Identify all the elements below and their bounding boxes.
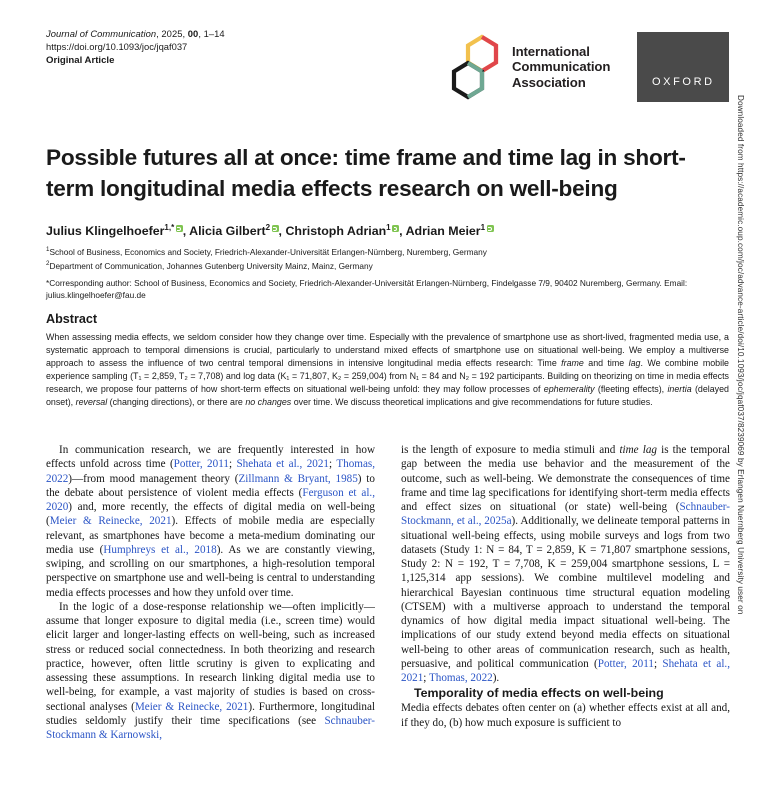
- text-fragment: ).: [492, 672, 500, 684]
- ica-wordmark-line3: Association: [512, 74, 586, 90]
- journal-citation-line: [46, 27, 436, 40]
- author-item[interactable]: [406, 224, 494, 238]
- doi-link[interactable]: https://doi.org/10.1093/joc/jqaf037: [46, 41, 188, 52]
- page-title: Possible futures all at once: time frame and time lag in short-term longitudinal media effects research on well-being: [46, 145, 686, 201]
- text-fragment: ) and, more recently, the effects of digital media on well-being (: [46, 501, 375, 528]
- publisher-logos: [446, 30, 729, 104]
- author-item[interactable]: [285, 224, 399, 238]
- abstract-heading: Abstract: [46, 312, 98, 326]
- affiliation-item: [46, 244, 736, 258]
- corresponding-author-note: *Corresponding author: School of Business, Economics and Society, Friedrich-Alexander-Universität Erlangen-Nürnberg, Findelgasse 7/9, 90402 Nuremberg, Germany. Email: julius.klingelhoefer@fau.de: [46, 278, 688, 300]
- citation-link[interactable]: Humphreys et al., 2018: [103, 543, 217, 556]
- ica-wordmark: [512, 44, 610, 90]
- orcid-icon[interactable]: [392, 225, 399, 232]
- paragraph: Media effects debates often center on (a) whether effects exist at all and, if they do, (b) how much exposure is sufficient to: [401, 702, 730, 729]
- abstract-fragment: . We combine mobile experience sampling (T₁ = 2,859, T₂ = 7,708) and log data (K₁ = 71,807, K₂ = 259,004) from N₁ = 84 and N₂ = 192 participants. Building on theorizing on time in media effects research, we propose four patterns of how short-term effects on situational well-being unfold: they may follow processes of: [46, 357, 729, 394]
- orcid-icon[interactable]: [176, 225, 183, 232]
- author-item[interactable]: [189, 224, 278, 238]
- citation-link[interactable]: Thomas, 2022: [428, 672, 493, 684]
- paragraph: [401, 443, 730, 685]
- abstract-fragment: When assessing media effects, we seldom consider how they change over time. Especially with the prevalence of smartphone use as short-lived, fragmented media use, a systematic approach to temporal dimensions is crucial, particularly to understand mixed effects of smartphone use on situational well-being. We employ a multiverse approach to assess the influence of two central temporal dimensions in intensive longitudinal media effects research: Time: [46, 332, 729, 368]
- affiliation-item: [46, 258, 736, 272]
- abstract-fragment: and time: [583, 357, 629, 368]
- journal-year: , 2025,: [156, 28, 188, 39]
- text-fragment: ). Effects of mobile media are especially relevant, as smartphones have become a meta-medium dominating our media use (: [46, 515, 375, 556]
- citation-link[interactable]: Meier & Reinecke, 2021: [49, 515, 172, 528]
- paragraph: [46, 600, 375, 743]
- text-fragment: ). Furthermore, longitudinal studies seldomly justify their time specifications (see: [46, 700, 375, 727]
- author-affil-marker: 1: [386, 223, 391, 232]
- abstract-fragment: (fleeting effects),: [594, 383, 668, 394]
- author-affil-marker: 2: [265, 223, 271, 232]
- ica-hexagon-icon: [446, 30, 504, 104]
- column-right: [401, 443, 730, 788]
- abstract-emphasis: lag: [628, 357, 641, 368]
- author-affil-marker: 1: [480, 223, 486, 232]
- text-fragment: ;: [653, 657, 663, 670]
- ica-wordmark-line2: Communication: [512, 59, 611, 75]
- author-name: Christoph Adrian: [285, 224, 387, 239]
- abstract-emphasis: inertia: [667, 383, 692, 394]
- text-fragment: )—from mood management theory (: [68, 472, 239, 485]
- download-notice: Downloaded from https://academic.oup.com/joc/advance-article/doi/10.1093/joc/jqaf037/8239069 by Erlangen Nuernberg University user on: [736, 95, 745, 615]
- journal-pages: , 1–14: [198, 28, 225, 39]
- abstract-text: [46, 331, 729, 408]
- abstract-fragment: (delayed onset),: [46, 383, 729, 407]
- text-fragment: In communication research, we are frequently interested in how effects unfold across time (: [46, 444, 375, 471]
- author-name: Alicia Gilbert: [189, 224, 266, 239]
- citation-link[interactable]: Shehata et al., 2021: [236, 458, 329, 471]
- citation-link[interactable]: Potter, 2011: [173, 458, 229, 471]
- affiliation-text: Department of Communication, Johannes Gutenberg University Mainz, Mainz, Germany: [49, 260, 373, 271]
- journal-volume: 00: [187, 28, 199, 39]
- body-columns: [46, 443, 730, 788]
- citation-link[interactable]: Potter, 2011: [597, 657, 654, 670]
- text-emphasis: time lag: [619, 444, 657, 456]
- abstract-emphasis: frame: [561, 357, 584, 368]
- citation-link[interactable]: Schnauber-Stockmann, et al., 2025a: [401, 501, 730, 528]
- author-list: [46, 219, 726, 240]
- orcid-icon[interactable]: [487, 225, 494, 232]
- abstract-section: [46, 311, 729, 408]
- paragraph: [46, 443, 375, 600]
- oxford-wordmark: OXFORD: [652, 76, 715, 88]
- abstract-fragment: (changing directions), or there are: [107, 396, 246, 407]
- author-separator: ,: [399, 224, 406, 239]
- abstract-emphasis: ephemerality: [543, 383, 595, 394]
- affiliation-marker: 2: [46, 260, 50, 268]
- citation-link[interactable]: Thomas, 2022: [46, 458, 375, 485]
- masthead: [46, 27, 436, 68]
- section-heading: Temporality of media effects on well-being: [414, 686, 664, 701]
- citation-link[interactable]: Zillmann & Bryant, 1985: [238, 472, 358, 485]
- text-fragment: ) to the debate about persistence of violent media effects (: [46, 472, 375, 499]
- journal-name: Journal of Communication: [46, 28, 157, 39]
- column-left: [46, 443, 375, 788]
- abstract-fragment: over time. We discuss theoretical implications and give recommendations for future studies.: [291, 396, 653, 407]
- text-fragment: ). Additionally, we delineate temporal patterns in situational well-being effects, using mobile surveys and logs from two datasets (Study 1: N = 84, T = 2,859, K = 71,807 smartphone sessions, Study 2: N = 192, T = 7,708, K = 259,004 smartphone sessions, L = 1,125,314 app sessions). We combine multilevel modeling and hierarchical Bayesian continuous time structural equation modeling (CTSEM) with a multiverse approach to understand the temporal dynamics of how digital media impact situational well-being. The implications of our study extend beyond media effects on situational well-being to other areas of communication research, such as health, persuasive, and political communication (: [401, 515, 730, 670]
- author-separator: ,: [182, 224, 190, 239]
- ica-logo: [446, 30, 610, 104]
- citation-link[interactable]: Shehata et al., 2021: [401, 657, 730, 684]
- citation-link[interactable]: Schnauber-Stockmann & Karnowski,: [46, 714, 375, 741]
- author-item[interactable]: [46, 224, 183, 238]
- author-name: Adrian Meier: [405, 224, 481, 239]
- author-name: Julius Klingelhoefer: [46, 224, 165, 239]
- author-separator: ,: [278, 224, 286, 239]
- text-fragment: is the length of exposure to media stimuli and: [401, 444, 620, 456]
- affiliation-marker: 1: [46, 246, 50, 253]
- ica-wordmark-line1: International: [512, 44, 590, 60]
- text-fragment: ;: [228, 458, 237, 471]
- text-fragment: is the temporal gap between the media use behavior and the measurement of the outcome, such as well-being. We demonstrate the consequences of time frame and time lag specifications for identifying short-term media effects and effect sizes on situational (or state) well-being (: [401, 444, 730, 513]
- author-affil-marker: 1,*: [164, 223, 175, 232]
- citation-link[interactable]: Meier & Reinecke, 2021: [134, 700, 249, 713]
- article-type-label: Original Article: [46, 55, 115, 66]
- abstract-emphasis: reversal: [75, 396, 108, 407]
- text-fragment: ;: [328, 458, 337, 471]
- oxford-logo: [637, 32, 729, 102]
- citation-link[interactable]: Ferguson et al., 2020: [46, 486, 375, 513]
- text-fragment: ;: [423, 672, 429, 684]
- text-fragment: In the logic of a dose-response relationship we—often implicitly—assume that longer exposure to digital media (i.e., screen time) would elicit larger and longer-lasting effects on well-being, such as increased stress or reduced social connectedness. In both theorizing and research practice, however, often little scrutiny is given to explicating and assessing these assumptions. In research linking digital media use to well-being, for example, a vast majority of studies is based on cross-sectional analyses (: [46, 600, 375, 713]
- orcid-icon[interactable]: [272, 225, 279, 232]
- text-fragment: ). As we are constantly viewing, swiping, and scrolling on our smartphones, a high-resolution temporal perspective on smartphone use and well-being is central to understanding media effects processes and how they unfold over time.: [46, 543, 375, 599]
- affiliation-text: School of Business, Economics and Society, Friedrich-Alexander-Universität Erlangen-Nürnberg, Nuremberg, Germany: [49, 246, 487, 257]
- abstract-emphasis: no changes: [245, 396, 292, 407]
- affiliations-block: [46, 244, 736, 301]
